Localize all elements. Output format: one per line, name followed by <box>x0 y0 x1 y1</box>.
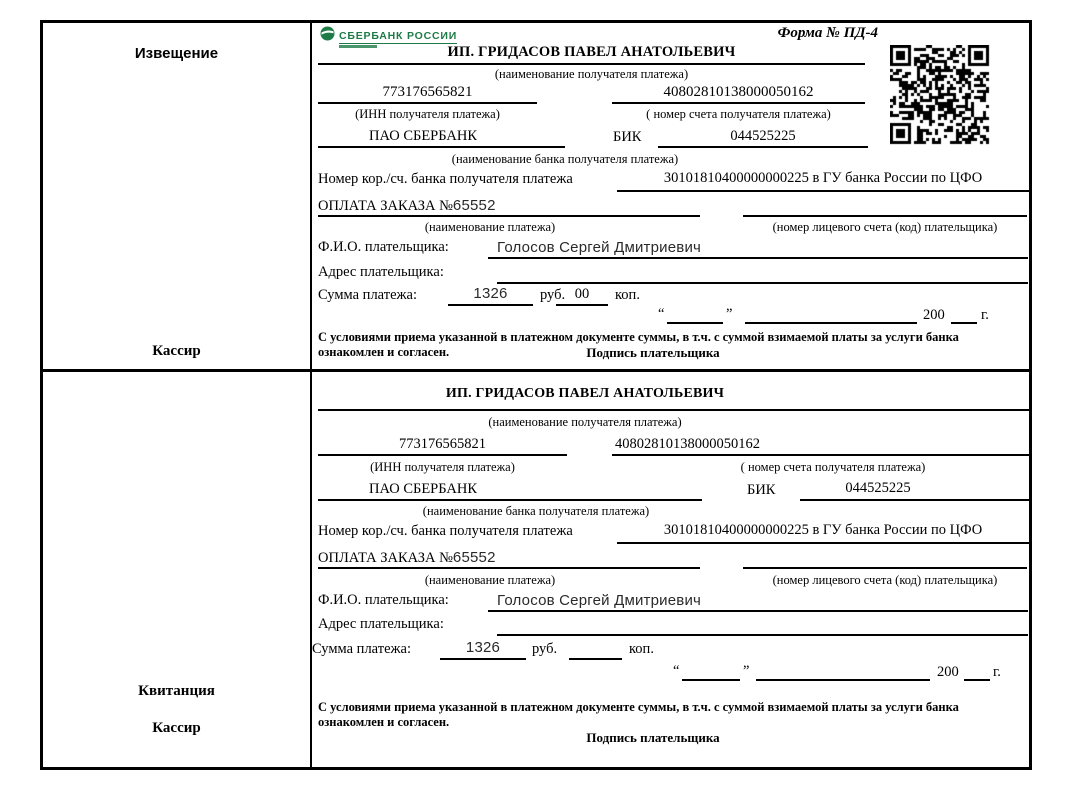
rub-label-2: руб. <box>532 641 558 657</box>
terms-line2: ознакомлен и согласен. <box>318 345 450 359</box>
amount-caption: Сумма платежа: <box>318 287 417 303</box>
payer-address-caption-2: Адрес плательщика: <box>318 616 444 632</box>
form-number-label: Форма № ПД-4 <box>777 25 878 41</box>
sberbank-logo-text: СБЕРБАНК РОССИИ <box>339 30 458 42</box>
account-value-2: 40802810138000050162 <box>615 436 760 452</box>
bank-name-label: (наименование банка получателя платежа) <box>451 152 679 166</box>
sberbank-logo-icon <box>320 26 335 46</box>
signature-label: Подпись плательщика <box>586 345 720 360</box>
bik-label: БИК <box>613 129 642 145</box>
date-open-quote: “ <box>658 306 665 322</box>
amount-caption-2: Сумма платежа: <box>312 641 411 657</box>
recipient-title-2: ИП. ГРИДАСОВ ПАВЕЛ АНАТОЛЬЕВИЧ <box>445 386 725 401</box>
bank-name-line <box>318 146 565 148</box>
section-divider <box>43 369 1029 372</box>
bank-name-label-2: (наименование банка получателя платежа) <box>422 504 650 518</box>
bik-value-2: 044525225 <box>845 480 911 496</box>
personal-account-label: (номер лицевого счета (код) плательщика) <box>772 220 998 234</box>
payment-name-prefix: ОПЛАТА ЗАКАЗА № <box>318 198 453 214</box>
date-month-line <box>745 322 917 324</box>
terms-line1: С условиями приема указанной в платежном документе суммы, в т.ч. с суммой взимаемой платы за услуги банка <box>318 330 959 344</box>
payment-name-line <box>318 215 700 217</box>
account-line <box>612 102 865 104</box>
date-year-line-2 <box>964 679 990 681</box>
date-day-line <box>667 322 723 324</box>
date-day-line-2 <box>682 679 740 681</box>
inn-value: 773176565821 <box>382 84 473 100</box>
inn-line-2 <box>318 454 567 456</box>
payer-name-line <box>488 257 1028 259</box>
corr-value: 30101810400000000225 в ГУ банка России по ЦФО <box>663 170 983 186</box>
recipient-name-label-2: (наименование получателя платежа) <box>488 415 682 429</box>
personal-account-label-2: (номер лицевого счета (код) плательщика) <box>772 573 998 587</box>
payment-name-label-2: (наименование платежа) <box>424 573 556 587</box>
bik-value: 044525225 <box>730 128 796 144</box>
notice-cashier-label: Кассир <box>152 343 201 359</box>
payment-name-number: 65552 <box>452 197 496 214</box>
bank-name-2: ПАО СБЕРБАНК <box>369 481 477 497</box>
account-line-2 <box>612 454 1029 456</box>
inn-value-2: 773176565821 <box>399 436 486 452</box>
receipt-side-label: Квитанция <box>138 683 215 699</box>
payment-name-number-2: 65552 <box>452 549 496 566</box>
date-year-prefix: 200 <box>923 307 945 323</box>
payer-address-line-2 <box>497 634 1028 636</box>
payment-name-2 <box>318 549 496 567</box>
bik-line <box>658 146 868 148</box>
date-month-line-2 <box>756 679 930 681</box>
amount-rub-value: 1326 <box>473 285 508 302</box>
amount-rub-line <box>448 304 533 306</box>
personal-account-line <box>743 215 1027 217</box>
account-label: ( номер счета получателя платежа) <box>646 107 831 121</box>
kop-label: коп. <box>615 287 640 303</box>
bank-name-line-2 <box>318 499 702 501</box>
amount-kop-line <box>556 304 608 306</box>
terms-line2-2: ознакомлен и согласен. <box>318 715 450 729</box>
payer-address-caption: Адрес плательщика: <box>318 264 444 280</box>
amount-kop-value: 00 <box>574 286 590 302</box>
date-close-quote-2: ” <box>743 663 750 679</box>
inn-label: (ИНН получателя платежа) <box>355 107 500 121</box>
date-year-line <box>951 322 977 324</box>
kop-label-2: коп. <box>629 641 654 657</box>
payer-name-value-2: Голосов Сергей Дмитриевич <box>497 592 702 609</box>
bik-label-2: БИК <box>747 482 776 498</box>
corr-caption-2: Номер кор./сч. банка получателя платежа <box>318 523 573 539</box>
terms-line1-2: С условиями приема указанной в платежном документе суммы, в т.ч. с суммой взимаемой платы за услуги банка <box>318 700 959 714</box>
payer-name-caption-2: Ф.И.О. плательщика: <box>318 592 449 608</box>
amount-kop-line-2 <box>569 658 622 660</box>
recipient-name-label: (наименование получателя платежа) <box>494 67 689 81</box>
bik-line-2 <box>800 499 1029 501</box>
receipt-cashier-label: Кассир <box>152 720 201 736</box>
signature-label-2: Подпись плательщика <box>586 730 720 745</box>
amount-rub-value-2: 1326 <box>465 639 501 656</box>
payment-name-line-2 <box>318 567 700 569</box>
account-label-2: ( номер счета получателя платежа) <box>740 460 926 474</box>
payer-name-line-2 <box>488 610 1028 612</box>
recipient-title-line-2 <box>318 409 1029 411</box>
bank-name: ПАО СБЕРБАНК <box>369 128 477 144</box>
payment-name-prefix-2: ОПЛАТА ЗАКАЗА № <box>318 550 453 566</box>
personal-account-line-2 <box>743 567 1027 569</box>
date-close-quote: ” <box>726 306 733 322</box>
payer-name-value: Голосов Сергей Дмитриевич <box>497 239 702 256</box>
payer-name-caption: Ф.И.О. плательщика: <box>318 239 449 255</box>
rub-label: руб. <box>540 287 566 303</box>
account-value: 40802810138000050162 <box>663 84 814 100</box>
inn-line <box>318 102 537 104</box>
recipient-title-line <box>318 63 865 65</box>
corr-line <box>617 190 1029 192</box>
form-table <box>40 20 1032 770</box>
date-year-suffix-2: г. <box>993 664 1001 680</box>
corr-caption: Номер кор./сч. банка получателя платежа <box>318 171 573 187</box>
amount-rub-line-2 <box>440 658 526 660</box>
inn-label-2: (ИНН получателя платежа) <box>370 460 515 474</box>
notice-side-label: Извещение <box>134 45 219 62</box>
date-year-prefix-2: 200 <box>937 664 959 680</box>
date-year-suffix: г. <box>981 307 989 323</box>
date-open-quote-2: “ <box>673 663 680 679</box>
payment-name-label: (наименование платежа) <box>424 220 556 234</box>
payer-address-line <box>497 282 1028 284</box>
recipient-title: ИП. ГРИДАСОВ ПАВЕЛ АНАТОЛЬЕВИЧ <box>447 44 736 60</box>
payment-name <box>318 197 496 215</box>
corr-line-2 <box>617 542 1029 544</box>
corr-value-2: 30101810400000000225 в ГУ банка России по ЦФО <box>663 522 983 538</box>
qr-code <box>890 45 990 145</box>
